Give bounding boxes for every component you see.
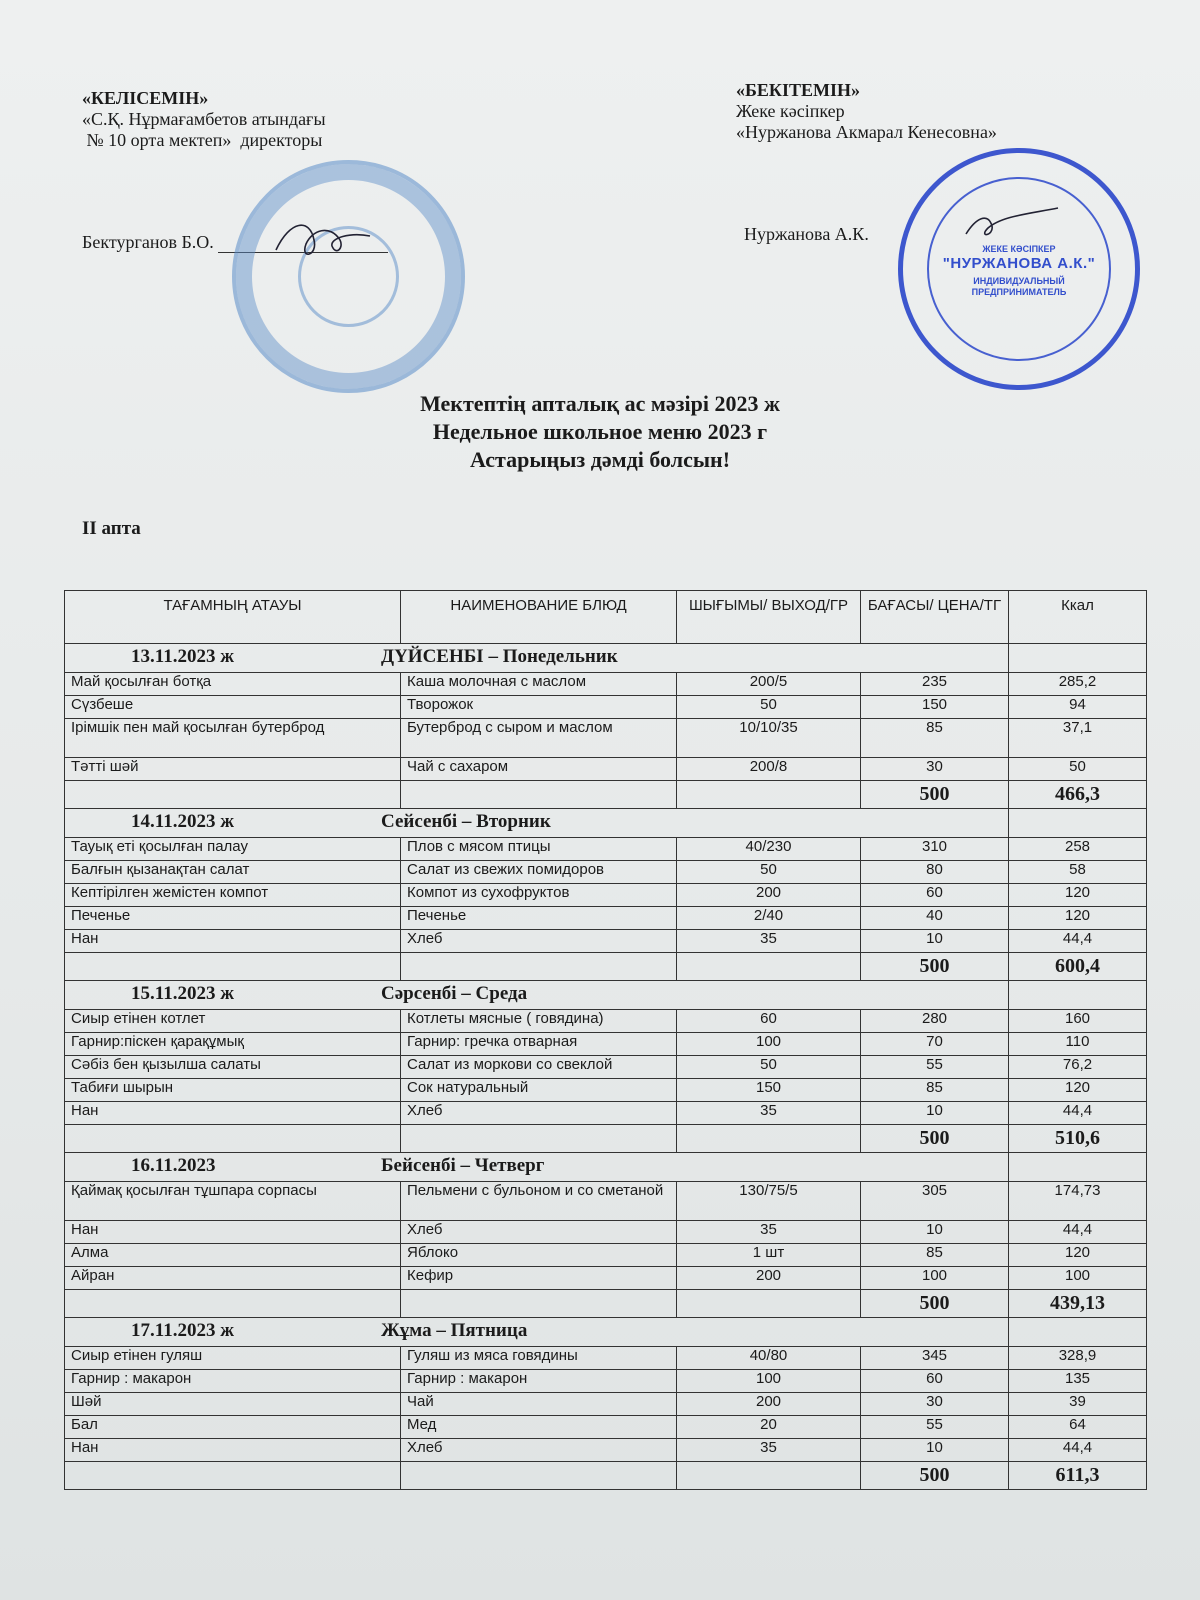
dish-kcal: 44,4 (1009, 1221, 1147, 1244)
dish-name-kz: Бал (65, 1416, 401, 1439)
dish-price: 80 (861, 861, 1009, 884)
table-row (65, 1056, 1147, 1079)
table-row (65, 884, 1147, 907)
dish-kcal: 120 (1009, 1079, 1147, 1102)
day-header-cell (65, 809, 1009, 838)
dish-name-kz: Тауық еті қосылған палау (65, 838, 401, 861)
dish-name-ru: Салат из моркови со свеклой (401, 1056, 677, 1079)
dish-price: 85 (861, 1079, 1009, 1102)
empty-cell (65, 1462, 401, 1490)
dish-yield: 100 (677, 1033, 861, 1056)
dish-name-ru: Плов с мясом птицы (401, 838, 677, 861)
day-header-cell (65, 644, 1009, 673)
dish-name-kz: Сүзбеше (65, 696, 401, 719)
empty-cell (677, 1290, 861, 1318)
signature-right-icon (958, 198, 1068, 248)
dish-price: 70 (861, 1033, 1009, 1056)
dish-name-kz: Айран (65, 1267, 401, 1290)
total-price: 500 (861, 1462, 1009, 1490)
total-row (65, 1462, 1147, 1490)
dish-yield: 50 (677, 696, 861, 719)
day-header-row (65, 644, 1147, 673)
approval-block-right (736, 80, 997, 143)
dish-yield: 1 шт (677, 1244, 861, 1267)
day-name: ДҮЙСЕНБІ – Понедельник (381, 646, 618, 667)
approved-line-2: «Нуржанова Акмарал Кенесовна» (736, 122, 997, 142)
empty-cell (677, 781, 861, 809)
day-date: 16.11.2023 (131, 1155, 216, 1176)
approval-block-left (82, 88, 326, 151)
day-name: Сәрсенбі – Среда (381, 983, 528, 1004)
menu-table (64, 590, 1147, 1490)
dish-price: 55 (861, 1416, 1009, 1439)
empty-cell (65, 1125, 401, 1153)
day-name: Жұма – Пятница (381, 1320, 528, 1341)
total-kcal: 611,3 (1009, 1462, 1147, 1490)
dish-price: 100 (861, 1267, 1009, 1290)
dish-name-ru: Гарнир : макарон (401, 1370, 677, 1393)
dish-name-kz: Ірімшік пен май қосылған бутерброд (65, 719, 401, 758)
dish-yield: 100 (677, 1370, 861, 1393)
approved-title: «БЕКІТЕМІН» (736, 80, 860, 100)
empty-cell (65, 953, 401, 981)
dish-name-kz: Қаймақ қосылған тұшпара сорпасы (65, 1182, 401, 1221)
dish-name-ru: Яблоко (401, 1244, 677, 1267)
dish-kcal: 37,1 (1009, 719, 1147, 758)
dish-name-ru: Печенье (401, 907, 677, 930)
dish-price: 40 (861, 907, 1009, 930)
dish-kcal: 120 (1009, 1244, 1147, 1267)
day-header-cell (65, 981, 1009, 1010)
dish-yield: 20 (677, 1416, 861, 1439)
table-row (65, 930, 1147, 953)
week-label: II апта (82, 518, 141, 539)
dish-name-kz: Нан (65, 1439, 401, 1462)
empty-cell (401, 1462, 677, 1490)
dish-yield: 35 (677, 1102, 861, 1125)
dish-price: 305 (861, 1182, 1009, 1221)
dish-name-ru: Гарнир: гречка отварная (401, 1033, 677, 1056)
table-row (65, 1079, 1147, 1102)
day-date: 17.11.2023 ж (131, 1320, 234, 1341)
empty-cell (401, 953, 677, 981)
dish-yield: 200 (677, 1393, 861, 1416)
dish-name-kz: Тәтті шәй (65, 758, 401, 781)
agreed-title: «КЕЛІСЕМІН» (82, 88, 209, 108)
table-row (65, 1370, 1147, 1393)
table-row (65, 1010, 1147, 1033)
dish-kcal: 174,73 (1009, 1182, 1147, 1221)
dish-kcal: 100 (1009, 1267, 1147, 1290)
day-name: Сейсенбі – Вторник (381, 811, 551, 832)
dish-kcal: 285,2 (1009, 673, 1147, 696)
day-date: 15.11.2023 ж (131, 983, 234, 1004)
dish-yield: 60 (677, 1010, 861, 1033)
day-header-row (65, 1318, 1147, 1347)
dish-kcal: 160 (1009, 1010, 1147, 1033)
dish-yield: 150 (677, 1079, 861, 1102)
entrepreneur-stamp (898, 148, 1140, 390)
empty-cell (1009, 809, 1147, 838)
empty-cell (1009, 1153, 1147, 1182)
header-kcal: Ккал (1009, 591, 1147, 644)
total-row (65, 1125, 1147, 1153)
day-date: 13.11.2023 ж (131, 646, 234, 667)
table-row (65, 1244, 1147, 1267)
dish-price: 10 (861, 1221, 1009, 1244)
dish-name-ru: Хлеб (401, 1102, 677, 1125)
table-row (65, 1416, 1147, 1439)
empty-cell (401, 1125, 677, 1153)
dish-name-kz: Нан (65, 1102, 401, 1125)
dish-yield: 35 (677, 1221, 861, 1244)
total-row (65, 1290, 1147, 1318)
dish-name-ru: Чай с сахаром (401, 758, 677, 781)
dish-name-ru: Пельмени с бульоном и со сметаной (401, 1182, 677, 1221)
school-seal-stamp (232, 160, 465, 393)
dish-name-kz: Кептірілген жемістен компот (65, 884, 401, 907)
table-row (65, 1221, 1147, 1244)
menu-table-body (65, 644, 1147, 1490)
dish-name-ru: Кефир (401, 1267, 677, 1290)
header-ru-name: НАИМЕНОВАНИЕ БЛЮД (401, 591, 677, 644)
dish-price: 235 (861, 673, 1009, 696)
dish-name-kz: Алма (65, 1244, 401, 1267)
dish-name-ru: Компот из сухофруктов (401, 884, 677, 907)
title-kz: Мектептің апталық ас мәзірі 2023 ж (420, 391, 780, 416)
empty-cell (1009, 981, 1147, 1010)
empty-cell (65, 1290, 401, 1318)
dish-price: 10 (861, 1102, 1009, 1125)
total-kcal: 466,3 (1009, 781, 1147, 809)
dish-yield: 200/8 (677, 758, 861, 781)
day-header-cell (65, 1318, 1009, 1347)
dish-name-ru: Каша молочная с маслом (401, 673, 677, 696)
empty-cell (1009, 1318, 1147, 1347)
dish-name-kz: Май қосылған ботқа (65, 673, 401, 696)
empty-cell (677, 1125, 861, 1153)
stamp-top-text: ЖЕКЕ КӘСІПКЕР (982, 244, 1056, 254)
total-kcal: 600,4 (1009, 953, 1147, 981)
total-row (65, 953, 1147, 981)
dish-price: 10 (861, 1439, 1009, 1462)
dish-kcal: 120 (1009, 884, 1147, 907)
dish-name-kz: Табиғи шырын (65, 1079, 401, 1102)
dish-name-ru: Котлеты мясные ( говядина) (401, 1010, 677, 1033)
dish-kcal: 64 (1009, 1416, 1147, 1439)
dish-name-kz: Печенье (65, 907, 401, 930)
dish-name-kz: Нан (65, 930, 401, 953)
empty-cell (1009, 644, 1147, 673)
dish-price: 310 (861, 838, 1009, 861)
dish-yield: 130/75/5 (677, 1182, 861, 1221)
dish-name-ru: Гуляш из мяса говядины (401, 1347, 677, 1370)
total-row (65, 781, 1147, 809)
dish-name-ru: Сок натуральный (401, 1079, 677, 1102)
table-row (65, 696, 1147, 719)
dish-price: 150 (861, 696, 1009, 719)
title-wish: Астарыңыз дәмді болсын! (469, 447, 731, 472)
dish-yield: 2/40 (677, 907, 861, 930)
table-row (65, 758, 1147, 781)
dish-name-ru: Мед (401, 1416, 677, 1439)
dish-yield: 200 (677, 884, 861, 907)
table-row (65, 1439, 1147, 1462)
signer-right: Нуржанова А.К. (744, 224, 869, 244)
title-ru: Недельное школьное меню 2023 г (432, 419, 768, 444)
table-row (65, 719, 1147, 758)
empty-cell (401, 1290, 677, 1318)
table-row (65, 861, 1147, 884)
table-header-row (65, 591, 1147, 644)
dish-name-kz: Гарнир : макарон (65, 1370, 401, 1393)
total-kcal: 510,6 (1009, 1125, 1147, 1153)
total-kcal: 439,13 (1009, 1290, 1147, 1318)
dish-name-ru: Хлеб (401, 930, 677, 953)
dish-yield: 40/80 (677, 1347, 861, 1370)
stamp-name: "НУРЖАНОВА А.К." (942, 255, 1096, 272)
dish-price: 55 (861, 1056, 1009, 1079)
day-date: 14.11.2023 ж (131, 811, 234, 832)
dish-name-ru: Салат из свежих помидоров (401, 861, 677, 884)
empty-cell (677, 953, 861, 981)
dish-kcal: 44,4 (1009, 930, 1147, 953)
table-row (65, 1182, 1147, 1221)
dish-price: 30 (861, 1393, 1009, 1416)
dish-price: 60 (861, 1370, 1009, 1393)
total-price: 500 (861, 1125, 1009, 1153)
day-header-row (65, 981, 1147, 1010)
dish-name-kz: Сәбіз бен қызылша салаты (65, 1056, 401, 1079)
document-titles (0, 390, 1200, 474)
dish-kcal: 50 (1009, 758, 1147, 781)
dish-kcal: 94 (1009, 696, 1147, 719)
signature-left-icon (270, 210, 380, 270)
dish-name-kz: Шәй (65, 1393, 401, 1416)
dish-yield: 200/5 (677, 673, 861, 696)
table-row (65, 1267, 1147, 1290)
dish-kcal: 120 (1009, 907, 1147, 930)
dish-price: 10 (861, 930, 1009, 953)
table-row (65, 1393, 1147, 1416)
dish-kcal: 135 (1009, 1370, 1147, 1393)
signer-left: Бектурганов Б.О. (82, 232, 214, 252)
table-row (65, 1347, 1147, 1370)
agreed-line-2: № 10 орта мектеп» директоры (82, 130, 323, 150)
dish-kcal: 44,4 (1009, 1439, 1147, 1462)
dish-yield: 200 (677, 1267, 861, 1290)
dish-price: 345 (861, 1347, 1009, 1370)
dish-name-ru: Чай (401, 1393, 677, 1416)
dish-price: 85 (861, 1244, 1009, 1267)
dish-kcal: 58 (1009, 861, 1147, 884)
day-name: Бейсенбі – Четверг (381, 1155, 545, 1176)
day-header-row (65, 809, 1147, 838)
day-header-cell (65, 1153, 1009, 1182)
table-row (65, 1033, 1147, 1056)
total-price: 500 (861, 781, 1009, 809)
header-price: БАҒАСЫ/ ЦЕНА/ТГ (861, 591, 1009, 644)
header-kz-name: ТАҒАМНЫҢ АТАУЫ (65, 591, 401, 644)
dish-name-kz: Сиыр етінен гуляш (65, 1347, 401, 1370)
dish-kcal: 44,4 (1009, 1102, 1147, 1125)
agreed-line-1: «С.Қ. Нұрмағамбетов атындағы (82, 109, 326, 129)
header-yield: ШЫҒЫМЫ/ ВЫХОД/ГР (677, 591, 861, 644)
dish-price: 85 (861, 719, 1009, 758)
total-price: 500 (861, 1290, 1009, 1318)
stamp-type: ИНДИВИДУАЛЬНЫЙ ПРЕДПРИНИМАТЕЛЬ (971, 276, 1067, 297)
day-header-row (65, 1153, 1147, 1182)
dish-name-kz: Сиыр етінен котлет (65, 1010, 401, 1033)
dish-name-kz: Балғын қызанақтан салат (65, 861, 401, 884)
approved-line-1: Жеке кәсіпкер (736, 101, 845, 121)
empty-cell (677, 1462, 861, 1490)
empty-cell (401, 781, 677, 809)
table-row (65, 838, 1147, 861)
dish-yield: 10/10/35 (677, 719, 861, 758)
dish-name-ru: Хлеб (401, 1439, 677, 1462)
dish-name-ru: Бутерброд с сыром и маслом (401, 719, 677, 758)
dish-yield: 50 (677, 861, 861, 884)
dish-yield: 50 (677, 1056, 861, 1079)
dish-name-kz: Гарнир:піскен қарақұмық (65, 1033, 401, 1056)
dish-price: 30 (861, 758, 1009, 781)
table-row (65, 907, 1147, 930)
dish-price: 60 (861, 884, 1009, 907)
dish-yield: 35 (677, 1439, 861, 1462)
table-row (65, 673, 1147, 696)
dish-kcal: 110 (1009, 1033, 1147, 1056)
dish-kcal: 39 (1009, 1393, 1147, 1416)
table-row (65, 1102, 1147, 1125)
dish-price: 280 (861, 1010, 1009, 1033)
dish-kcal: 328,9 (1009, 1347, 1147, 1370)
dish-yield: 35 (677, 930, 861, 953)
dish-name-ru: Хлеб (401, 1221, 677, 1244)
total-price: 500 (861, 953, 1009, 981)
dish-kcal: 258 (1009, 838, 1147, 861)
dish-name-ru: Творожок (401, 696, 677, 719)
dish-kcal: 76,2 (1009, 1056, 1147, 1079)
dish-yield: 40/230 (677, 838, 861, 861)
empty-cell (65, 781, 401, 809)
dish-name-kz: Нан (65, 1221, 401, 1244)
